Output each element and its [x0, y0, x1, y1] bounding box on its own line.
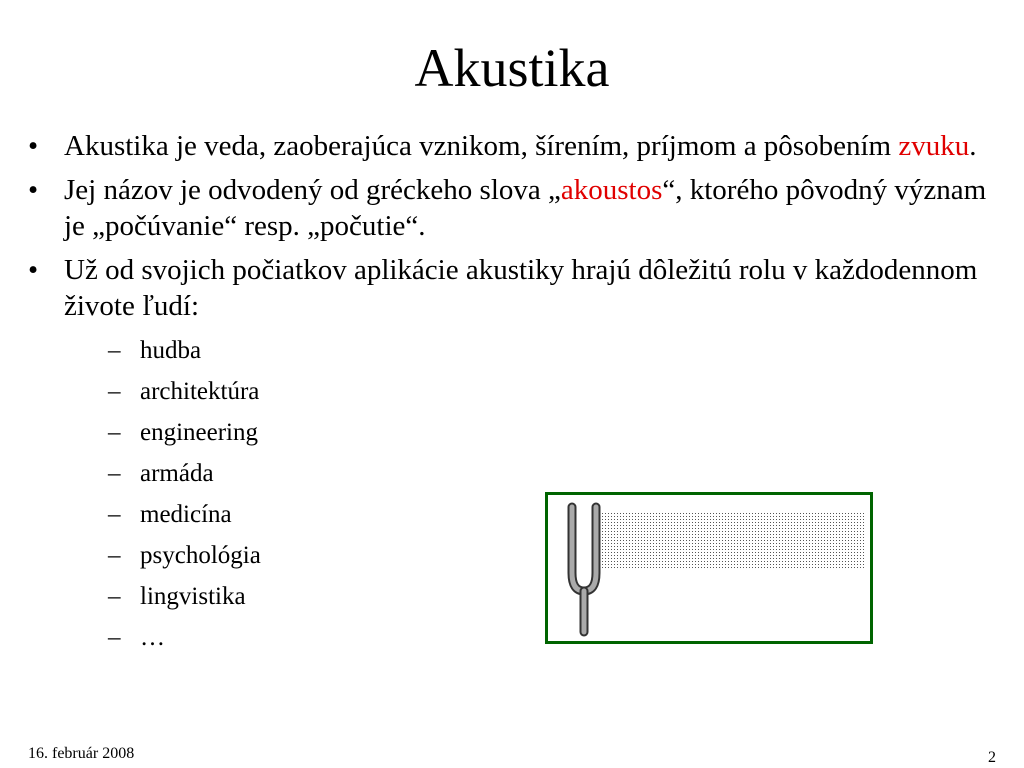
bullet-text: Akustika je veda, zaoberajúca vznikom, šírením, príjmom a pôsobením [64, 130, 899, 162]
dash-marker: – [108, 542, 121, 569]
sublist-item [108, 330, 988, 371]
dash-marker: – [108, 337, 121, 364]
page-number: 2 [988, 749, 996, 766]
dash-marker: – [108, 378, 121, 405]
dash-marker: – [108, 501, 121, 528]
sublist-item-label: engineering [140, 419, 259, 446]
dash-marker: – [108, 624, 121, 651]
sound-wave-figure [545, 492, 873, 644]
highlight-word-zvuku: zvuku [898, 130, 970, 162]
sublist-item-label: lingvistika [140, 583, 246, 610]
bullet-text: Jej názov je odvodený od gréckeho slova „ [64, 174, 561, 206]
sublist-item-label: psychológia [140, 542, 261, 569]
highlight-word-akoustos: akoustos [560, 174, 663, 206]
bullet-marker: • [28, 130, 39, 162]
bullet-text-end: “, ktorého pôvodný význam je „počúvanie“ resp. „počutie“. [64, 174, 987, 242]
sublist-item [108, 412, 988, 453]
sublist-item-label: armáda [140, 460, 214, 487]
bullet-marker: • [28, 254, 39, 286]
footer-date: 16. február 2008 [28, 745, 135, 762]
dash-marker: – [108, 419, 121, 446]
tuning-fork-icon [548, 495, 870, 641]
slide-title: Akustika [414, 38, 610, 98]
bullet-text: Už od svojich počiatkov aplikácie akustiky hrajú dôležitú rolu v každodennom živote ľudí: [64, 254, 978, 322]
bullet-item-etymology [28, 172, 988, 244]
bullet-item-definition [28, 128, 988, 164]
sublist-item-label: … [140, 624, 165, 651]
dash-marker: – [108, 583, 121, 610]
sublist-item-label: hudba [140, 337, 202, 364]
sound-wave-field [602, 511, 866, 569]
tuning-fork-prongs [572, 507, 596, 591]
sublist-item [108, 371, 988, 412]
sublist-item [108, 453, 988, 494]
bullet-text-end: . [969, 130, 977, 162]
sublist-item-label: medicína [140, 501, 232, 528]
dash-marker: – [108, 460, 121, 487]
sublist-item-label: architektúra [140, 378, 260, 405]
bullet-marker: • [28, 174, 39, 206]
